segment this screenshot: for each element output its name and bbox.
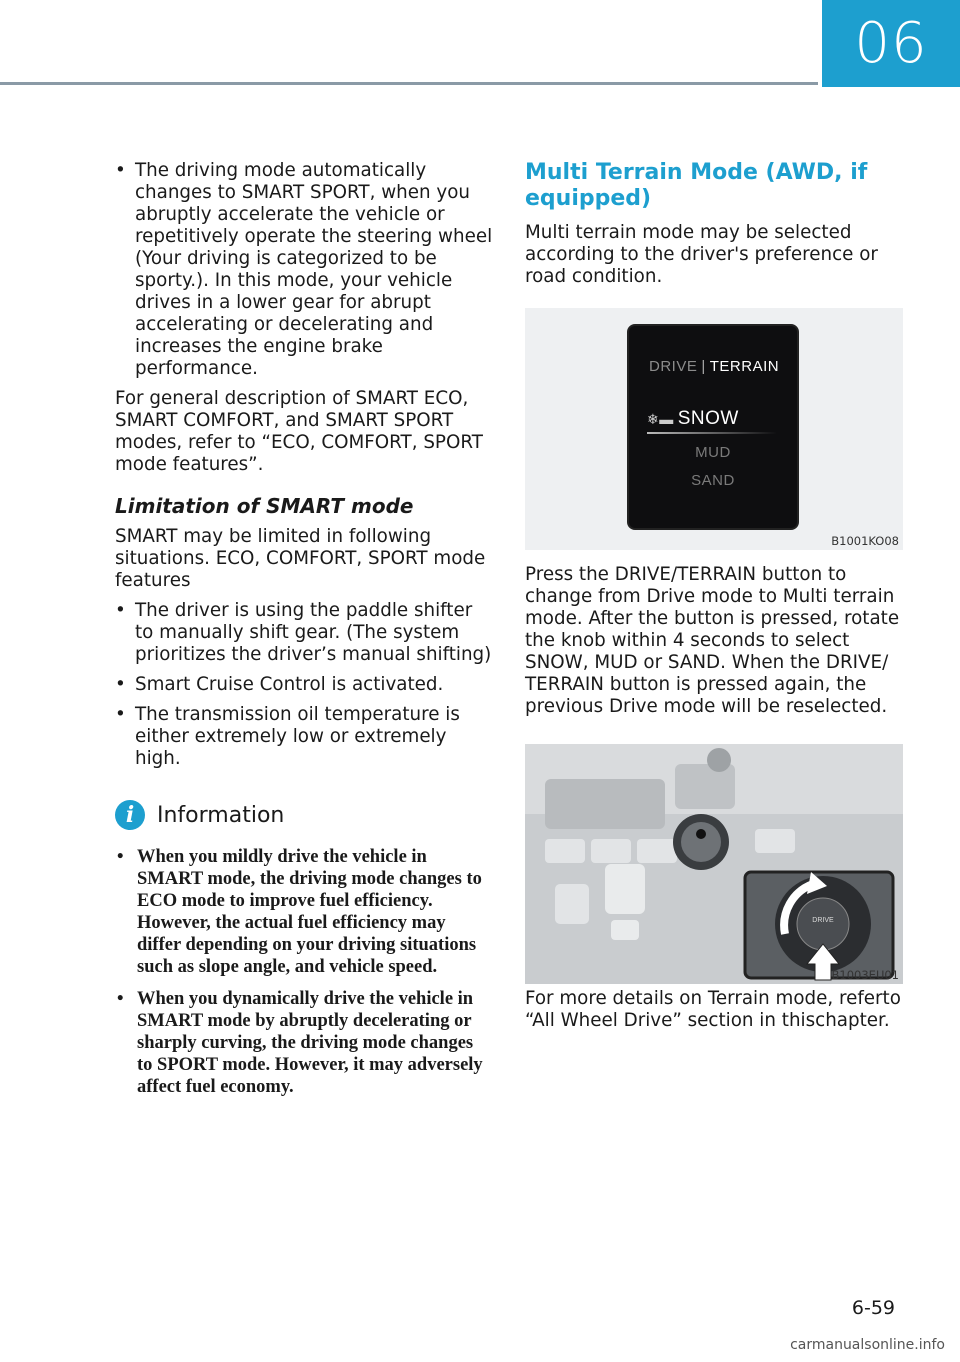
- limitation-item: • The driver is using the paddle shifter to manually shift gear. (The system prioritizes the driver’s manual shifting): [115, 600, 493, 666]
- limitation-item: • Smart Cruise Control is activated.: [115, 674, 493, 696]
- terrain-instructions: Press the DRIVE/TERRAIN button to change from Drive mode to Multi terrain mode. After the button is pressed, rotate the knob within 4 seconds to select SNOW, MUD or SAND. When the DRIVE/ TERRAIN button is pressed again, the previous Drive mode will be reselected.: [525, 564, 900, 717]
- information-list: [115, 846, 493, 1098]
- figure-code: B1001KO08: [831, 534, 899, 548]
- knob-label: DRIVE: [812, 917, 834, 924]
- info-icon: i: [115, 800, 145, 830]
- figure-code: B1003EU01: [831, 968, 899, 982]
- terrain-display-figure: [525, 308, 903, 550]
- watermark: carmanualsonline.info: [790, 1337, 945, 1353]
- tab-separator: |: [701, 358, 706, 375]
- option-snow: [647, 408, 797, 430]
- information-box: [115, 800, 493, 1098]
- section-title: Multi Terrain Mode (AWD, if equipped): [525, 160, 868, 211]
- information-item: • When you mildly drive the vehicle in SMART mode, the driving mode changes to ECO mode to improve fuel efficiency. However, the actual fuel efficiency may differ depending on your driving situations such as slope angle, and vehicle speed.: [115, 846, 493, 978]
- console-knob-figure: [525, 744, 903, 984]
- limitation-list: [115, 600, 493, 770]
- information-title: Information: [157, 802, 285, 828]
- intro-bullet: • The driving mode automatically changes to SMART SPORT, when you abruptly accelerate the vehicle or repetitively operate the steering wheel (Your driving is categorized to be sporty.). In this mode, your vehicle drives in a lower gear for abrupt accelerating or decelerating and increases the engine brake performance.: [115, 160, 493, 380]
- option-mud: MUD: [695, 444, 731, 461]
- option-sand: SAND: [691, 472, 735, 489]
- information-header: [115, 800, 493, 830]
- limitation-item: • The transmission oil temperature is either extremely low or extremely high.: [115, 704, 493, 770]
- intro-list: [115, 160, 493, 380]
- tab-drive: DRIVE: [649, 358, 698, 375]
- tab-terrain: TERRAIN: [709, 358, 780, 375]
- left-column: [115, 160, 493, 1108]
- right-column: [525, 160, 903, 1032]
- limitation-intro: SMART may be limited in following situations. ECO, COMFORT, SPORT mode features: [115, 526, 486, 591]
- console-illustration: [525, 744, 903, 984]
- chapter-tab: 06: [822, 0, 960, 87]
- display-tabs: [649, 358, 779, 375]
- information-item: • When you dynamically drive the vehicle in SMART mode by abruptly decelerating or sharply curving, the driving mode changes to SPORT mode. However, it may adversely affect fuel economy.: [115, 988, 493, 1098]
- page-number: 6-59: [851, 1297, 895, 1319]
- snow-mode-icon: ❄▬: [647, 411, 674, 427]
- terrain-more-details: For more details on Terrain mode, referto “All Wheel Drive” section in thischapter.: [525, 988, 901, 1031]
- limitation-heading: Limitation of SMART mode: [115, 494, 414, 518]
- selection-underline: [647, 432, 777, 434]
- header-rule: [0, 82, 818, 85]
- option-snow-label: SNOW: [677, 408, 739, 429]
- section-intro: Multi terrain mode may be selected according to the driver's preference or road condition.: [525, 222, 878, 287]
- cluster-display: [629, 326, 797, 528]
- general-description: For general description of SMART ECO, SMART COMFORT, and SMART SPORT modes, refer to “ECO, COMFORT, SPORT mode features”.: [115, 388, 483, 475]
